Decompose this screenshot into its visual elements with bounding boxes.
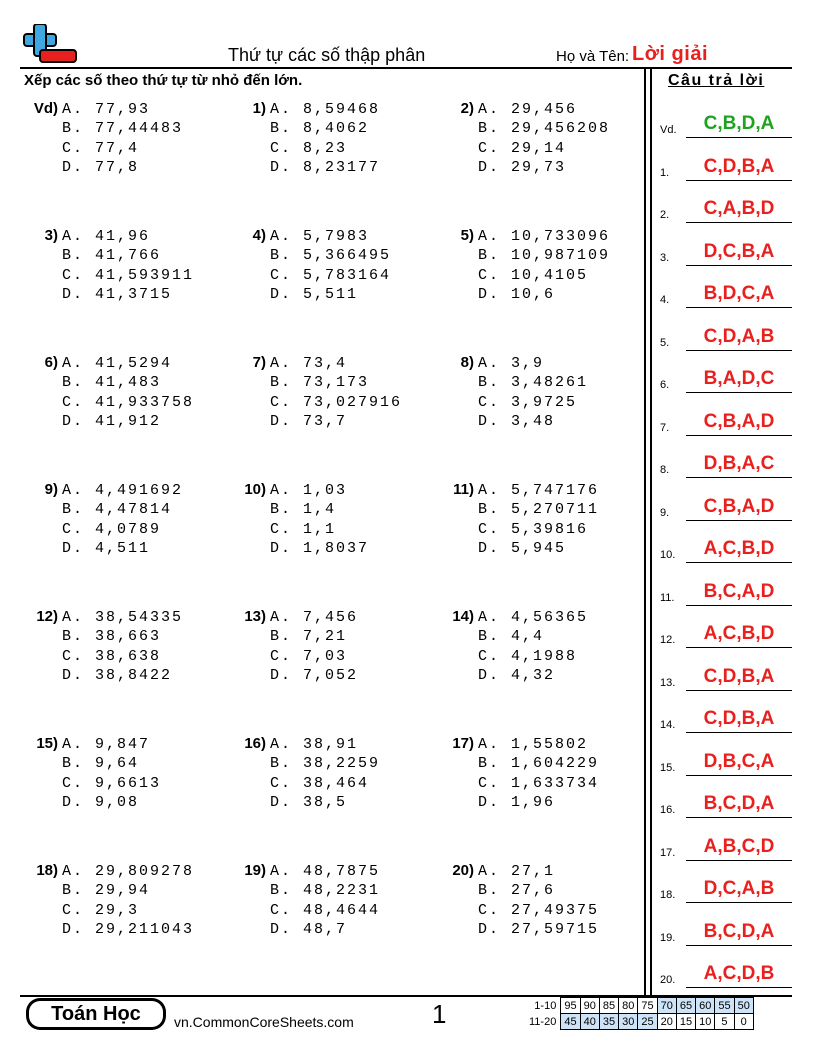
option-item: B. 4,47814 <box>62 501 173 519</box>
answer-label: Vd. <box>660 124 677 136</box>
answer-value: C,D,B,A <box>703 665 775 687</box>
problem-number: 20) <box>452 862 474 879</box>
problem-options <box>270 481 369 558</box>
score-cell: 50 <box>734 998 753 1014</box>
answer-row <box>658 788 794 818</box>
answer-label: 17. <box>660 846 676 859</box>
answer-line <box>686 647 792 648</box>
option-item: D. 10,6 <box>478 285 556 303</box>
problem-options <box>270 354 402 431</box>
option-item: B. 41,766 <box>62 247 162 265</box>
option-item: C. 8,23 <box>270 139 348 157</box>
option-item: B. 77,44483 <box>62 120 184 138</box>
answer-line <box>686 987 792 988</box>
answer-value: B,A,D,C <box>703 368 775 389</box>
option-item: B. 4,4 <box>478 628 545 646</box>
option-item: C. 27,49375 <box>478 901 600 919</box>
answer-line <box>686 945 792 946</box>
problem-options <box>478 481 599 558</box>
option-item: B. 29,94 <box>62 882 151 900</box>
answer-line <box>686 605 792 606</box>
option-item: C. 38,638 <box>62 647 162 665</box>
answer-line <box>686 477 792 478</box>
option-item: D. 1,96 <box>478 793 556 811</box>
option-item: C. 9,6613 <box>62 774 162 792</box>
answer-label: 19. <box>660 931 676 944</box>
option-item: B. 1,604229 <box>478 755 600 773</box>
option-item: B. 1,4 <box>270 501 337 519</box>
answer-row <box>658 321 794 351</box>
option-item: D. 29,73 <box>478 158 567 176</box>
answer-label: 14. <box>660 719 676 731</box>
problem-options <box>62 735 161 812</box>
answer-row <box>658 448 794 478</box>
answer-label: 3. <box>660 251 670 264</box>
answer-label: 20. <box>660 974 676 986</box>
problem-number: 7) <box>252 354 266 371</box>
option-item: C. 4,0789 <box>62 520 162 538</box>
option-item: A. 41,5294 <box>62 355 173 372</box>
answer-row <box>658 151 794 181</box>
answer-row <box>658 363 794 393</box>
name-value: Lời giải <box>632 43 709 65</box>
option-item: B. 38,663 <box>62 628 162 646</box>
problem-number: 14) <box>452 608 474 625</box>
answer-row <box>658 703 794 733</box>
option-item: A. 5,7983 <box>270 228 370 245</box>
answer-value: D,B,C,A <box>703 750 775 772</box>
option-item: B. 27,6 <box>478 882 556 900</box>
answer-label: 7. <box>660 421 670 434</box>
problem-number: 17) <box>452 735 474 752</box>
option-item: D. 77,8 <box>62 158 140 176</box>
option-item: D. 1,8037 <box>270 539 370 557</box>
option-item: B. 5,366495 <box>270 247 392 265</box>
answer-line <box>686 137 792 138</box>
option-item: C. 5,783164 <box>270 266 392 284</box>
option-item: B. 73,173 <box>270 374 370 392</box>
answer-label: 12. <box>660 634 676 646</box>
math-logo-icon <box>20 24 80 68</box>
answer-line <box>686 392 792 393</box>
page-title: Thứ tự các số thập phân <box>228 45 426 65</box>
option-item: D. 38,5 <box>270 793 348 811</box>
problem-options <box>62 862 194 939</box>
score-cell: 85 <box>599 998 618 1014</box>
score-cell: 30 <box>619 1014 638 1030</box>
answer-value: C,D,B,A <box>703 155 775 177</box>
answer-row <box>658 533 794 563</box>
score-table <box>526 997 754 1030</box>
answer-value: B,C,A,D <box>703 580 775 602</box>
option-item: C. 4,1988 <box>478 647 578 665</box>
answer-label: 16. <box>660 804 676 816</box>
option-item: D. 7,052 <box>270 666 359 684</box>
option-item: A. 10,733096 <box>478 228 611 245</box>
option-item: D. 5,511 <box>270 285 359 303</box>
answer-label: 4. <box>660 294 670 306</box>
option-item: B. 9,64 <box>62 755 140 773</box>
problem-options <box>270 608 358 685</box>
option-item: C. 1,633734 <box>478 774 600 792</box>
answer-row <box>658 958 794 988</box>
answer-line <box>686 435 792 436</box>
answer-row <box>658 916 794 946</box>
option-item: B. 10,987109 <box>478 247 611 265</box>
answer-value: B,D,C,A <box>703 283 775 304</box>
option-item: A. 27,1 <box>478 863 556 880</box>
answer-label: 8. <box>660 464 670 476</box>
answer-row <box>658 108 794 138</box>
option-item: D. 8,23177 <box>270 158 381 176</box>
answer-value: C,B,D,A <box>703 113 775 134</box>
name-label: Họ và Tên: <box>556 48 630 65</box>
score-row <box>526 998 753 1014</box>
answer-value: C,D,A,B <box>703 325 775 347</box>
option-item: C. 73,027916 <box>270 393 403 411</box>
option-item: B. 29,456208 <box>478 120 611 138</box>
problem-number: 5) <box>460 227 474 244</box>
brand-label: Toán Học <box>29 1001 163 1027</box>
problem-number: 16) <box>244 735 266 752</box>
answer-value: C,B,A,D <box>703 410 775 432</box>
problem-number: 18) <box>36 862 58 879</box>
option-item: D. 5,945 <box>478 539 567 557</box>
score-cell: 20 <box>657 1014 676 1030</box>
option-item: D. 73,7 <box>270 412 348 430</box>
answer-line <box>686 180 792 181</box>
answer-value: D,B,A,C <box>703 453 775 474</box>
option-item: C. 7,03 <box>270 647 348 665</box>
answer-row <box>658 831 794 861</box>
problem-number: 19) <box>244 862 266 879</box>
option-item: D. 27,59715 <box>478 920 600 938</box>
answer-label: 11. <box>660 591 675 604</box>
option-item: A. 48,7875 <box>270 863 381 880</box>
answer-line <box>686 562 792 563</box>
option-item: D. 29,211043 <box>62 920 195 938</box>
answer-line <box>686 350 792 351</box>
score-row-label: 1-10 <box>534 999 557 1012</box>
score-row-label: 11-20 <box>529 1015 557 1028</box>
answer-value: A,C,B,D <box>703 623 775 644</box>
problem-number: 4) <box>252 227 266 244</box>
answer-value: B,C,D,A <box>703 920 775 942</box>
answer-row <box>658 193 794 223</box>
brand-badge <box>26 998 166 1030</box>
answer-line <box>686 222 792 223</box>
option-item: A. 29,809278 <box>62 863 195 880</box>
column-divider <box>650 69 652 995</box>
option-item: B. 38,2259 <box>270 755 381 773</box>
problem-number: 1) <box>252 100 266 117</box>
instructions: Xếp các số theo thứ tự từ nhỏ đến lớn. <box>24 72 303 89</box>
answer-row <box>658 278 794 308</box>
answer-line <box>686 265 792 266</box>
problem-options <box>270 227 391 304</box>
answer-row <box>658 576 794 606</box>
problem-options <box>478 735 599 812</box>
option-item: B. 8,4062 <box>270 120 370 138</box>
answer-value: B,C,D,A <box>703 793 775 814</box>
option-item: A. 73,4 <box>270 355 348 372</box>
answer-row <box>658 618 794 648</box>
score-cell: 35 <box>599 1014 618 1030</box>
problem-number: 12) <box>36 608 58 625</box>
option-item: C. 29,14 <box>478 139 567 157</box>
option-item: D. 38,8422 <box>62 666 173 684</box>
problem-options <box>478 608 588 685</box>
answer-label: 6. <box>660 379 670 391</box>
score-cell: 25 <box>638 1014 657 1030</box>
answer-line <box>686 775 792 776</box>
option-item: A. 4,491692 <box>62 482 184 499</box>
problem-number: 3) <box>44 227 58 244</box>
option-item: C. 41,593911 <box>62 266 195 284</box>
problem-options <box>62 354 194 431</box>
answer-value: C,A,B,D <box>703 198 775 219</box>
option-item: A. 4,56365 <box>478 609 589 626</box>
answer-label: 2. <box>660 209 670 221</box>
problem-number: 2) <box>460 100 474 117</box>
answer-value: A,B,C,D <box>703 835 775 857</box>
option-item: C. 41,933758 <box>62 393 195 411</box>
option-item: B. 5,270711 <box>478 501 600 519</box>
problem-options <box>270 735 380 812</box>
score-cell: 70 <box>657 998 676 1014</box>
score-cell: 60 <box>696 998 715 1014</box>
problem-options <box>62 100 183 177</box>
score-cell: 45 <box>561 1014 580 1030</box>
problem-number: 10) <box>244 481 266 498</box>
option-item: D. 41,912 <box>62 412 162 430</box>
score-cell: 95 <box>561 998 580 1014</box>
option-item: D. 3,48 <box>478 412 556 430</box>
answer-row <box>658 661 794 691</box>
problem-options <box>62 481 183 558</box>
option-item: A. 38,91 <box>270 736 359 753</box>
problem-number: 6) <box>44 354 58 371</box>
option-item: B. 7,21 <box>270 628 348 646</box>
problem-options <box>270 862 380 939</box>
problem-options <box>478 862 599 939</box>
option-item: A. 38,54335 <box>62 609 184 626</box>
option-item: A. 77,93 <box>62 101 151 118</box>
problem-options <box>62 608 183 685</box>
answer-row <box>658 236 794 266</box>
option-item: D. 4,32 <box>478 666 556 684</box>
option-item: A. 41,96 <box>62 228 151 245</box>
answer-header: Câu trả lời <box>668 72 765 89</box>
answer-value: A,C,D,B <box>703 963 775 984</box>
option-item: A. 5,747176 <box>478 482 600 499</box>
option-item: B. 3,48261 <box>478 374 589 392</box>
page-number: 1 <box>432 999 447 1029</box>
answer-line <box>686 690 792 691</box>
answer-label: 18. <box>660 889 676 901</box>
column-divider <box>644 69 646 995</box>
score-cell: 15 <box>676 1014 695 1030</box>
option-item: A. 7,456 <box>270 609 359 626</box>
score-cell: 75 <box>638 998 657 1014</box>
score-row <box>526 1014 753 1030</box>
answer-label: 9. <box>660 506 670 519</box>
option-item: A. 9,847 <box>62 736 151 753</box>
answer-row <box>658 406 794 436</box>
answer-value: D,C,A,B <box>703 878 775 899</box>
score-cell: 80 <box>619 998 638 1014</box>
problem-options <box>478 354 588 431</box>
option-item: C. 1,1 <box>270 520 337 538</box>
answer-row <box>658 491 794 521</box>
problem-number: 9) <box>44 481 58 498</box>
answer-value: A,C,B,D <box>703 538 775 559</box>
problem-options <box>62 227 194 304</box>
option-item: C. 48,4644 <box>270 901 381 919</box>
option-item: A. 29,456 <box>478 101 578 118</box>
answer-value: C,D,B,A <box>703 708 775 729</box>
option-item: A. 3,9 <box>478 355 545 372</box>
answer-label: 5. <box>660 336 670 349</box>
answer-value: C,B,A,D <box>703 495 775 517</box>
problem-options <box>478 227 610 304</box>
problem-number: 13) <box>244 608 266 625</box>
problem-number: 15) <box>36 735 58 752</box>
answer-label: 10. <box>660 549 676 561</box>
answer-label: 1. <box>660 166 670 179</box>
score-cell: 65 <box>676 998 695 1014</box>
problem-number: 8) <box>460 354 474 371</box>
option-item: C. 3,9725 <box>478 393 578 411</box>
answer-line <box>686 307 792 308</box>
option-item: A. 8,59468 <box>270 101 381 118</box>
problem-number: 11) <box>453 481 474 498</box>
score-cell: 0 <box>734 1014 753 1030</box>
option-item: A. 1,55802 <box>478 736 589 753</box>
option-item: C. 5,39816 <box>478 520 589 538</box>
answer-line <box>686 860 792 861</box>
answer-label: 15. <box>660 761 676 774</box>
option-item: C. 10,4105 <box>478 266 589 284</box>
option-item: D. 41,3715 <box>62 285 173 303</box>
answer-row <box>658 746 794 776</box>
option-item: C. 38,464 <box>270 774 370 792</box>
option-item: D. 4,511 <box>62 539 151 557</box>
option-item: B. 41,483 <box>62 374 162 392</box>
answer-line <box>686 520 792 521</box>
option-item: D. 48,7 <box>270 920 348 938</box>
problem-options <box>270 100 380 177</box>
score-cell: 90 <box>580 998 599 1014</box>
option-item: C. 77,4 <box>62 139 140 157</box>
answer-line <box>686 902 792 903</box>
problem-options <box>478 100 610 177</box>
score-cell: 40 <box>580 1014 599 1030</box>
option-item: C. 29,3 <box>62 901 140 919</box>
score-cell: 5 <box>715 1014 734 1030</box>
answer-line <box>686 817 792 818</box>
score-cell: 10 <box>696 1014 715 1030</box>
site-url[interactable]: vn.CommonCoreSheets.com <box>174 1014 354 1030</box>
answer-label: 13. <box>660 676 676 689</box>
answer-line <box>686 732 792 733</box>
score-cell: 55 <box>715 998 734 1014</box>
answer-row <box>658 873 794 903</box>
option-item: A. 1,03 <box>270 482 348 499</box>
option-item: B. 48,2231 <box>270 882 381 900</box>
answer-value: D,C,B,A <box>703 240 775 262</box>
top-rule <box>20 67 792 69</box>
problem-number: Vd) <box>33 100 58 117</box>
option-item: D. 9,08 <box>62 793 140 811</box>
